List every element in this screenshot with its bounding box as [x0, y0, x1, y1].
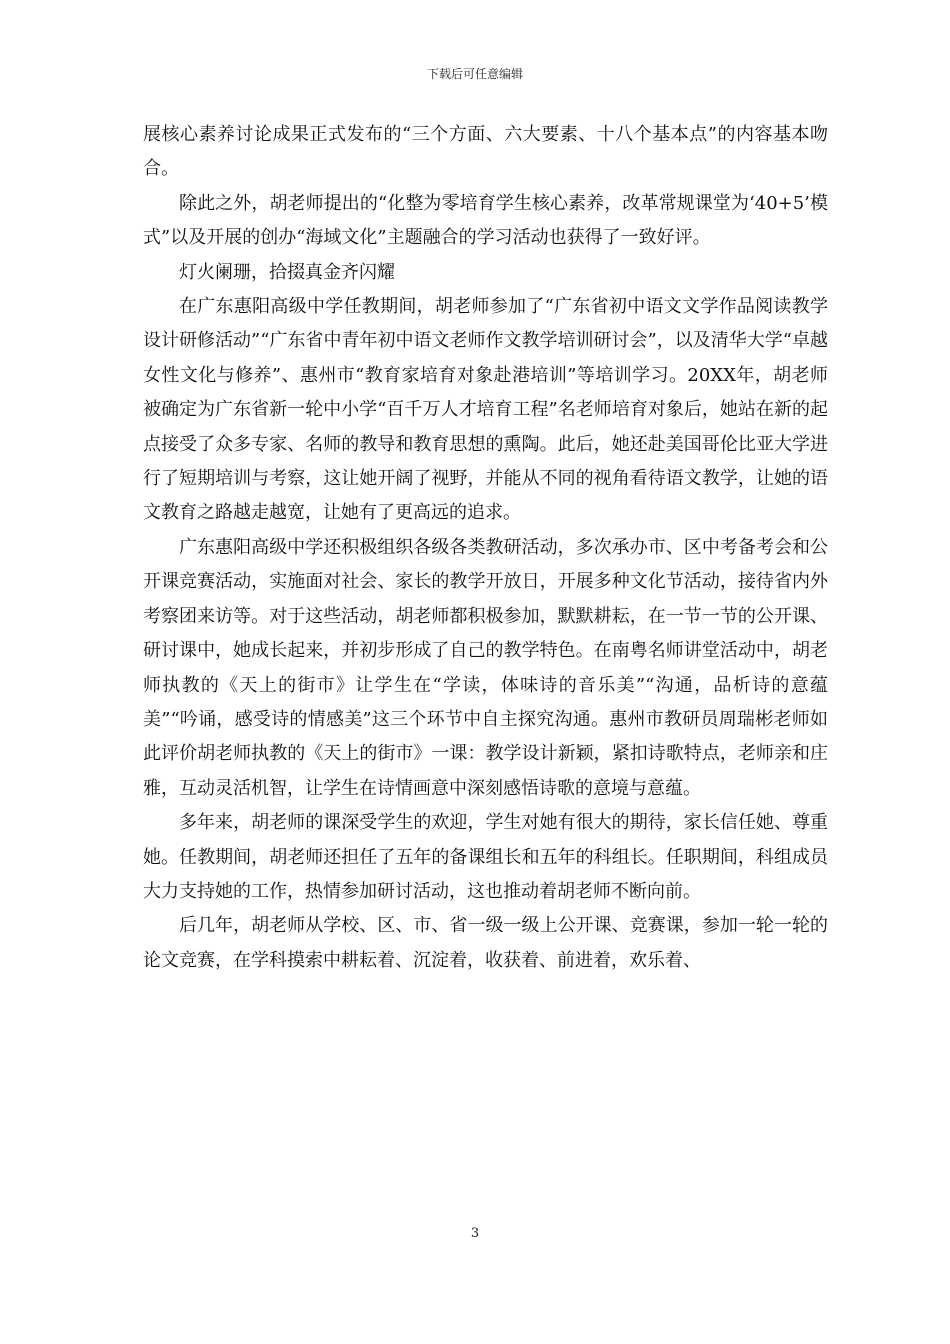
section-heading: 灯火阑珊，拾掇真金齐闪耀 [179, 261, 395, 283]
page-footer [0, 1226, 950, 1242]
header-text: 下载后可任意编辑 [426, 67, 523, 81]
paragraph: 广东惠阳高级中学还积极组织各级各类教研活动，多次承办市、区中考备考会和公开课竞赛活动，实施面对社会、家长的教学开放日，开展多种文化节活动，接待省内外考察团来访等。对于这些活动，胡老师都积极参加，默默耕耘，在一节一节的公开课、研讨课中，她成长起来，并初步形成了自己的教学特色。在南粤名师讲堂活动中，胡老师执教的《天上的街市》让学生在“学读，体味诗的音乐美”“沟通，品析诗的意蕴美”“吟诵，感受诗的情感美”这三个环节中自主探究沟通。惠州市教研员周瑞彬老师如此评价胡老师执教的《天上的街市》一课：教学设计新颖，紧扣诗歌特点，老师亲和庄雅，互动灵活机智，让学生在诗情画意中深刻感悟诗歌的意境与意蕴。 [143, 536, 828, 799]
page-number: 3 [470, 1226, 480, 1241]
paragraph: 在广东惠阳高级中学任教期间，胡老师参加了“广东省初中语文文学作品阅读教学设计研修活动”“广东省中青年初中语文老师作文教学培训研讨会”，以及清华大学“卓越女性文化与修养”、惠州市“教育家培育对象赴港培训”等培训学习。20XX年，胡老师被确定为广东省新一轮中小学“百千万人才培育工程”名老师培育对象后，她站在新的起点接受了众多专家、名师的教导和教育思想的熏陶。此后，她还赴美国哥伦比亚大学进行了短期培训与考察，这让她开阔了视野，并能从不同的视角看待语文教学，让她的语文教育之路越走越宽，让她有了更高远的追求。 [143, 296, 828, 524]
paragraph: 后几年，胡老师从学校、区、市、省一级一级上公开课、竞赛课，参加一轮一轮的论文竞赛，在学科摸索中耕耘着、沉淀着，收获着、前进着，欢乐着、 [143, 915, 828, 971]
page-header [0, 66, 950, 82]
paragraph: 多年来，胡老师的课深受学生的欢迎，学生对她有很大的期待，家长信任她、尊重她。任教期间，胡老师还担任了五年的备课组长和五年的科组长。任职期间，科组成员大力支持她的工作，热情参加研讨活动，这也推动着胡老师不断向前。 [143, 812, 828, 902]
document-body [143, 118, 828, 978]
paragraph-continuation: 展核心素养讨论成果正式发布的“三个方面、六大要素、十八个基本点”的内容基本吻合。 [143, 124, 828, 180]
paragraph: 除此之外，胡老师提出的“化整为零培育学生核心素养，改革常规课堂为‘40+5’模式”以及开展的创办“海域文化”主题融合的学习活动也获得了一致好评。 [143, 192, 828, 249]
